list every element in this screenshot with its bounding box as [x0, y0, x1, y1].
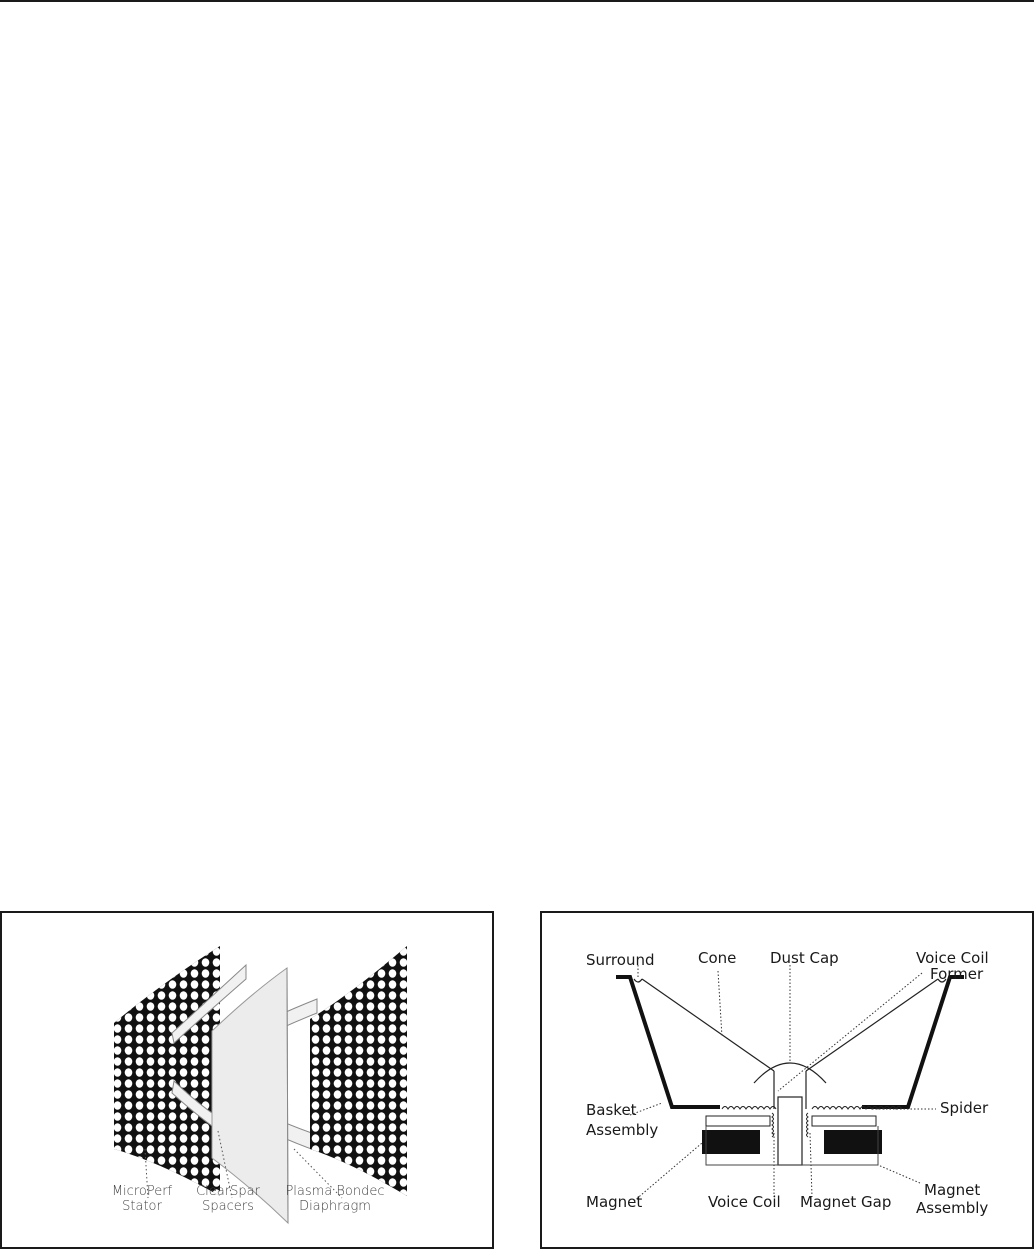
- magnet-gap-label: Magnet Gap: [800, 1193, 892, 1211]
- cone: [634, 979, 946, 1109]
- diaphragm-label-1: Plasma Bondec: [285, 1184, 385, 1199]
- stator-label-2: Stator: [122, 1199, 162, 1214]
- stator-label-1: MicroPerf: [111, 1184, 173, 1199]
- voice-coil-former-label-2: Former: [930, 965, 984, 983]
- pole-piece: [778, 1097, 802, 1165]
- electrostatic-diagram: [2, 913, 492, 1247]
- top-rule: [0, 0, 1034, 2]
- magnet-assembly-label-2: Assembly: [916, 1199, 989, 1217]
- surround-label: Surround: [586, 951, 655, 969]
- spacers-label-1: ClearSpar: [196, 1184, 260, 1199]
- basket-assembly-label-2: Assembly: [586, 1121, 659, 1139]
- electrostatic-diagram-panel: [0, 911, 494, 1249]
- right-stator: [307, 943, 411, 1203]
- voice-coil-former-label-1: Voice Coil: [916, 949, 989, 967]
- dust-cap-label: Dust Cap: [770, 949, 839, 967]
- dynamic-driver-diagram: [542, 913, 1032, 1247]
- magnet-assembly-label-1: Magnet: [924, 1181, 981, 1199]
- left-stator: [111, 943, 224, 1203]
- diaphragm-label-2: Diaphragm: [299, 1199, 371, 1214]
- spacers-label-2: Spacers: [202, 1199, 254, 1214]
- dust-cap: [754, 1063, 826, 1083]
- basket-assembly-label-1: Basket: [586, 1101, 637, 1119]
- cone-label: Cone: [698, 949, 737, 967]
- dynamic-driver-diagram-panel: [540, 911, 1034, 1249]
- spider-label: Spider: [940, 1099, 989, 1117]
- voice-coil-label: Voice Coil: [708, 1193, 781, 1211]
- magnet-label: Magnet: [586, 1193, 643, 1211]
